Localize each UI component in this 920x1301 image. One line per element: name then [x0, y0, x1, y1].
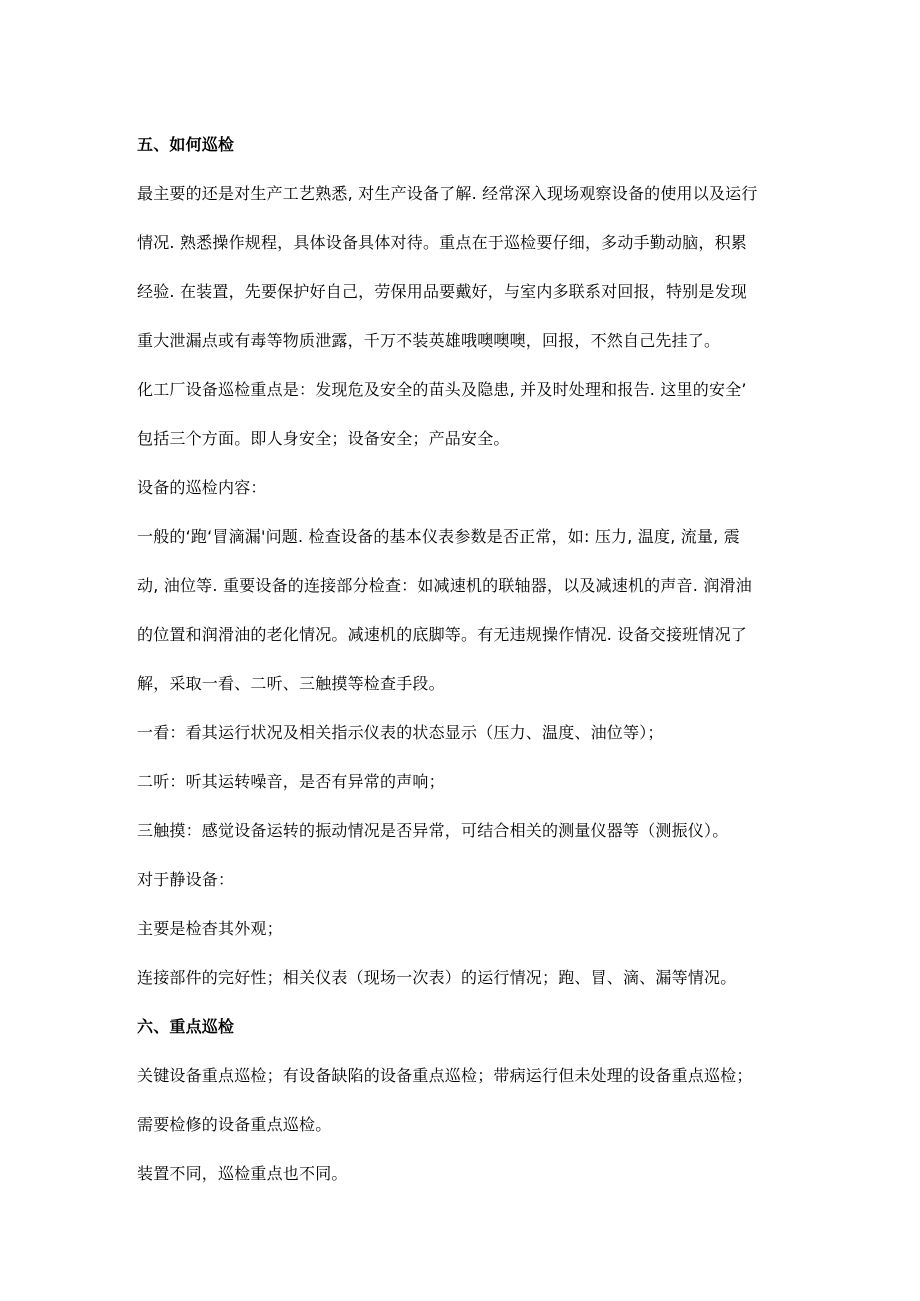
paragraph-line: 二听：听其运转噪音，是否有异常的声响； — [137, 772, 445, 791]
section-heading-key-inspection: 六、重点巡检 — [137, 1017, 235, 1036]
section-heading-how-to-inspect: 五、如何巡检 — [137, 135, 235, 154]
paragraph-line: 的位置和润滑油的老化情况。减速机的底脚等。有无违规操作情况. 设备交接班情况了 — [137, 625, 747, 644]
paragraph-line: 包括三个方面。即人身安全；设备安全；产品安全。 — [137, 429, 510, 448]
paragraph-line: 装置不同，巡检重点也不同。 — [137, 1164, 348, 1183]
paragraph-line: 关键设备重点巡检；有设备缺陷的设备重点巡检；带病运行但未处理的设备重点巡检； — [137, 1066, 753, 1085]
document-page — [137, 120, 785, 1198]
paragraph-line: 经验. 在装置，先要保护好自己，劳保用品要戴好，与室内多联系对回报，特别是发现 — [137, 282, 747, 301]
paragraph-line: 解，采取一看、二听、三触摸等检查手段。 — [137, 674, 445, 693]
paragraph-line: 主要是检杳其外观； — [137, 919, 283, 938]
paragraph-line: 动, 油位等. 重要设备的连接部分检查：如减速机的联轴器，以及减速机的声音. 润滑油 — [137, 576, 752, 595]
paragraph-line: 一看：看其运行状况及相关指示仪表的状态显示（压力、温度、油位等）； — [137, 723, 664, 742]
paragraph-line: 对于静设备： — [137, 870, 235, 889]
paragraph-line: 重大泄漏点或有毒等物质泄露，千万不装英雄哦噢噢噢，回报，不然自己先挂了。 — [137, 331, 721, 350]
paragraph-line: 最主要的还是对生产工艺熟悉, 对生产设备了解. 经常深入现场观察设备的使用以及运行 — [137, 184, 758, 203]
paragraph-line: 化工厂设备巡检重点是：发现危及安全的苗头及隐患, 并及时处理和报告. 这里的安全’ — [137, 380, 747, 399]
paragraph-line: 三触摸：感觉设备运转的振动情况是否异常，可结合相关的测量仪器等（测振仪）。 — [137, 821, 729, 840]
paragraph-line: 情况. 熟悉操作规程，具体设备具体对待。重点在于巡检要仔细，多动手勤动脑，积累 — [137, 233, 747, 252]
paragraph-line: 一般的‘跑‘冒滴漏'问题. 检查设备的基本仪表参数是否正常，如: 压力, 温度, 流量, 震 — [137, 527, 740, 546]
paragraph-line: 连接部件的完好性；相关仪表（现场一次表）的运行情况；跑、冒、滴、漏等情况。 — [137, 968, 737, 987]
paragraph-line: 设备的巡检内容： — [137, 478, 267, 497]
paragraph-line: 需要检修的设备重点巡检。 — [137, 1115, 332, 1134]
